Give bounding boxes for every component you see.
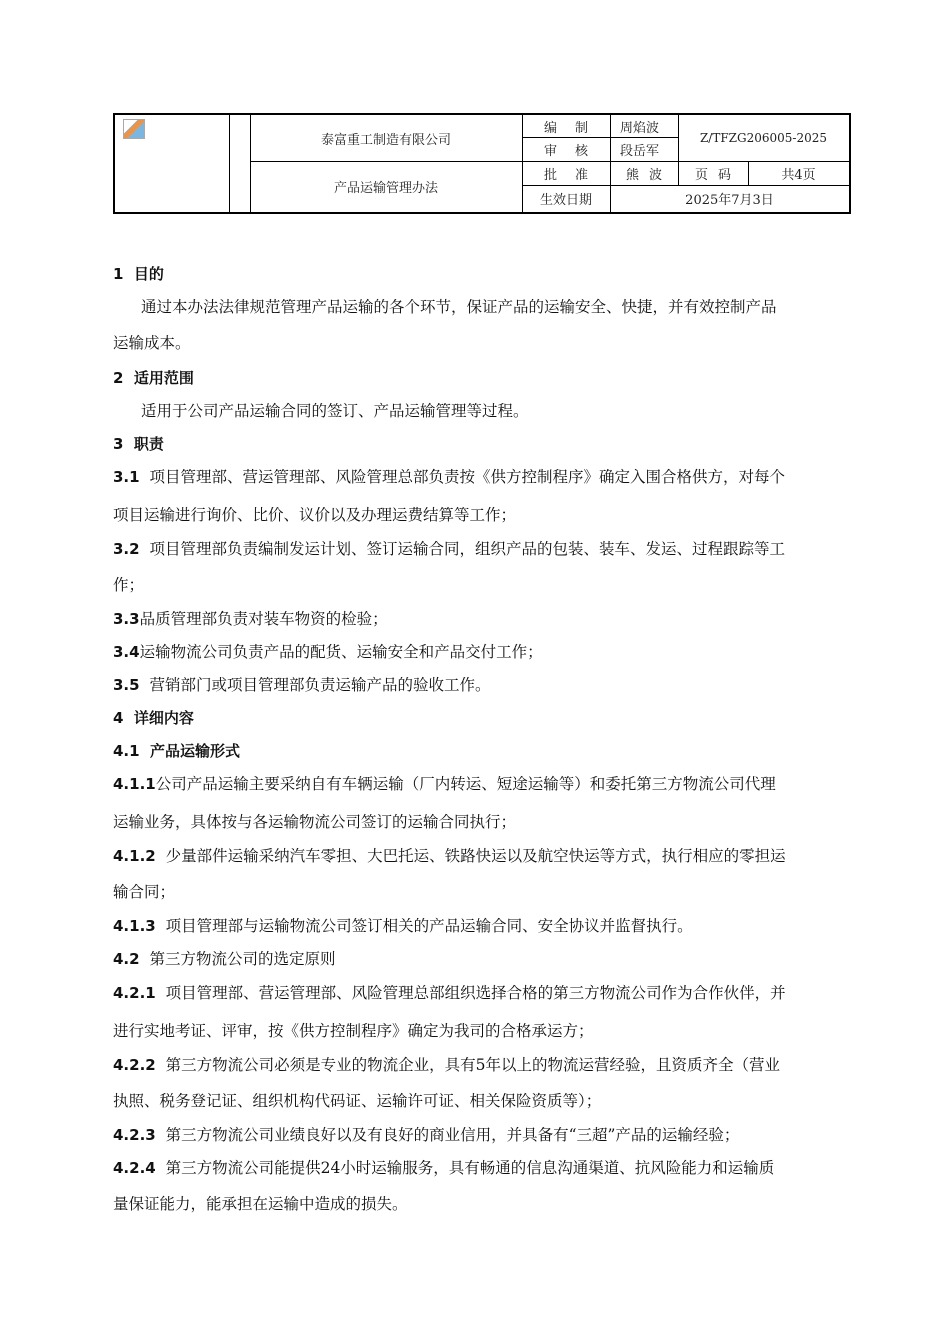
subsection-heading: 4.2 第三方物流公司的选定原则 xyxy=(113,950,336,968)
section-heading: 3 职责 xyxy=(113,435,164,453)
clause-continued: 量保证能力，能承担在运输中造成的损失。 xyxy=(113,1195,408,1213)
label-effective-date: 生效日期 xyxy=(539,193,592,208)
clause: 4.1.3 项目管理部与运输物流公司签订相关的产品运输合同、安全协议并监督执行。 xyxy=(113,917,693,935)
section-heading: 4 详细内容 xyxy=(113,709,194,727)
clause: 4.2.4 第三方物流公司能提供24小时运输服务，具有畅通的信息沟通渠道、抗风险能力和运输质 xyxy=(113,1159,775,1177)
clause-continued: 作； xyxy=(113,576,145,594)
section-heading: 1 目的 xyxy=(113,265,164,283)
effective-date: 2025年7月3日 xyxy=(685,193,774,208)
approver-name: 熊波 xyxy=(625,167,672,183)
label-compile: 编制 xyxy=(543,120,606,136)
label-approve: 批准 xyxy=(543,167,606,183)
clause-continued: 进行实地考证、评审，按《供方控制程序》确定为我司的合格承运方； xyxy=(113,1022,594,1040)
clause: 3.4运输物流公司负责产品的配货、运输安全和产品交付工作； xyxy=(113,643,543,661)
paragraph: 通过本办法法律规范管理产品运输的各个环节，保证产品的运输安全、快捷，并有效控制产品 xyxy=(141,298,777,316)
label-page: 页码 xyxy=(694,167,741,183)
company-name: 泰富重工制造有限公司 xyxy=(320,132,451,148)
clause-continued: 执照、税务登记证、组织机构代码证、运输许可证、相关保险资质等）； xyxy=(113,1092,602,1110)
clause-continued: 运输业务，具体按与各运输物流公司签订的运输合同执行； xyxy=(113,813,517,831)
divider xyxy=(229,115,230,212)
clause-continued: 输合同； xyxy=(113,883,176,901)
clause: 4.2.2 第三方物流公司必须是专业的物流企业，具有5年以上的物流运营经验，且资质齐全（营业 xyxy=(113,1056,780,1074)
label-review: 审核 xyxy=(543,143,606,159)
clause: 3.5 营销部门或项目管理部负责运输产品的验收工作。 xyxy=(113,676,491,694)
paragraph: 适用于公司产品运输合同的签订、产品运输管理等过程。 xyxy=(141,402,529,420)
document-header-table xyxy=(113,113,851,214)
clause-continued: 项目运输进行询价、比价、议价以及办理运费结算等工作； xyxy=(113,506,517,524)
clause: 3.1 项目管理部、营运管理部、风险管理总部负责按《供方控制程序》确定入围合格供方，对每个 xyxy=(113,468,785,486)
compiler-name: 周焰波 xyxy=(620,120,660,136)
subsection-heading: 4.1 产品运输形式 xyxy=(113,742,241,760)
page-count: 共4页 xyxy=(781,167,816,183)
document-title: 产品运输管理办法 xyxy=(333,181,438,196)
clause: 4.2.1 项目管理部、营运管理部、风险管理总部组织选择合格的第三方物流公司作为合作伙伴，并 xyxy=(113,984,786,1002)
clause: 4.1.1公司产品运输主要采纳自有车辆运输（厂内转运、短途运输等）和委托第三方物流公司代理 xyxy=(113,775,776,793)
paragraph: 运输成本。 xyxy=(113,334,191,352)
company-logo xyxy=(123,119,145,139)
section-heading: 2 适用范围 xyxy=(113,369,194,387)
clause: 3.3品质管理部负责对装车物资的检验； xyxy=(113,610,388,628)
reviewer-name: 段岳军 xyxy=(620,143,660,159)
clause: 4.1.2 少量部件运输采纳汽车零担、大巴托运、铁路快运以及航空快运等方式，执行相应的零担运 xyxy=(113,847,786,865)
clause: 3.2 项目管理部负责编制发运计划、签订运输合同，组织产品的包装、装车、发运、过程跟踪等工 xyxy=(113,540,785,558)
clause: 4.2.3 第三方物流公司业绩良好以及有良好的商业信用，并具备有“三超”产品的运输经验； xyxy=(113,1126,740,1144)
document-code: Z/TFZG206005-2025 xyxy=(699,131,828,145)
